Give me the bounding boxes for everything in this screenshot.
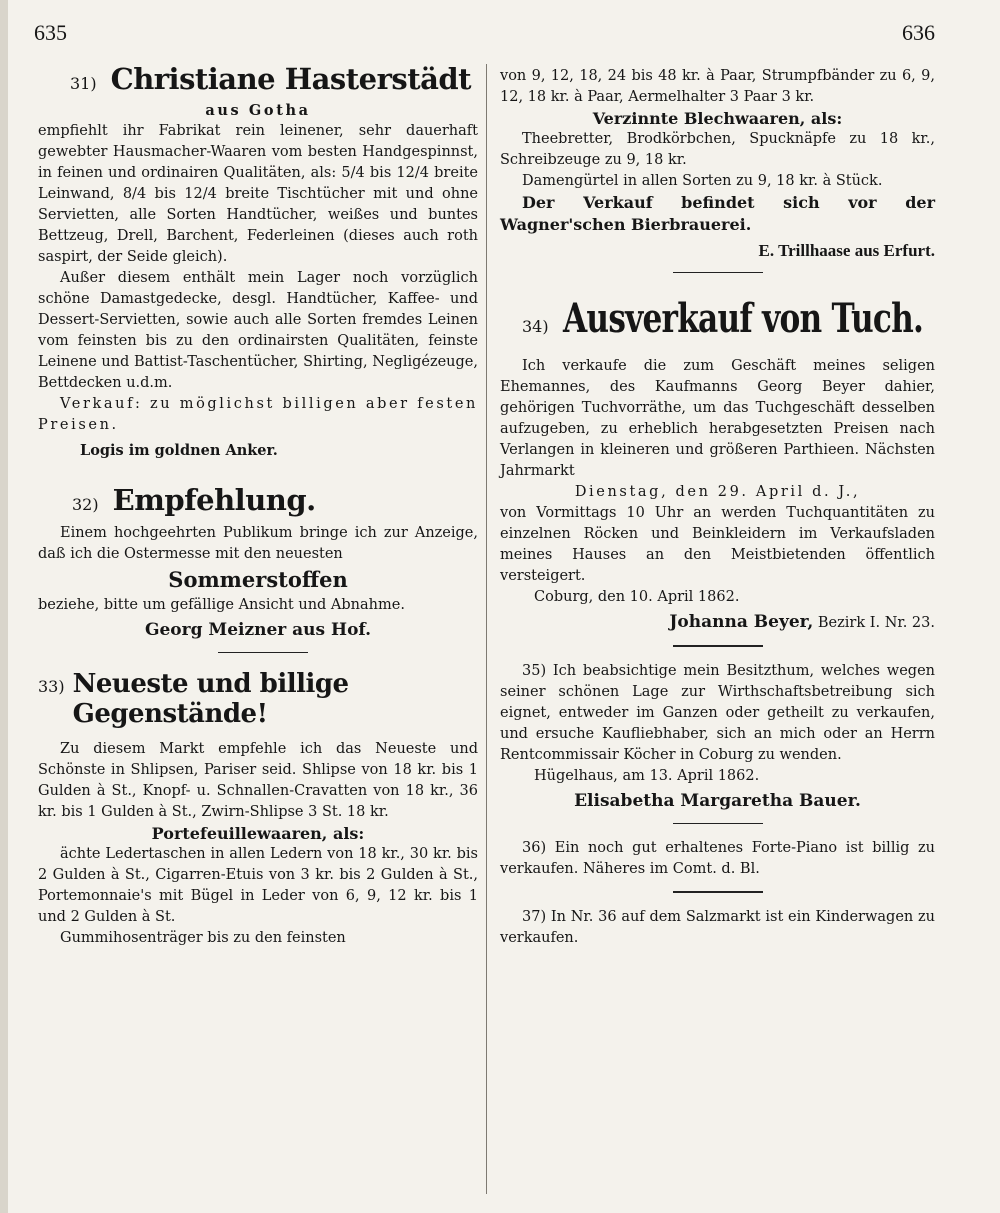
ad-signature: E. Trillhaase aus Erfurt. — [758, 241, 935, 260]
page-edge — [0, 0, 8, 1213]
advertiser-name: Christiane Hasterstädt — [110, 62, 472, 96]
ad-paragraph: Zu diesem Markt empfehle ich das Neueste und Schönste in Shlipsen, Pariser seid. Shlipse von 18 kr. bis 1 Gulden à St., Knopf- u. Schnallen-Cravatten von 18 kr., 36 kr. bis 1 Gulden à St., Zwirn-Shlipse 3 St. 18 kr. — [38, 741, 478, 821]
ad-31 — [38, 62, 478, 461]
ad-32 — [38, 483, 478, 641]
ad-district: Bezirk I. Nr. 23. — [817, 615, 935, 632]
ad-place-date: Hügelhaus, am 13. April 1862. — [534, 767, 760, 784]
right-column — [500, 62, 935, 949]
ad-paragraph: Ich verkaufe die zum Geschäft meines seligen Ehemannes, des Kaufmanns Georg Beyer dahier, gehörigen Tuchvorräthe, um das Tuchgeschäft desselben aufzugeben, zu erheblich herabgesetzten Preisen nach Verlangen in kleineren und größeren Parthieen. Nächsten Jahrmarkt — [500, 358, 935, 480]
separator-rule — [673, 272, 763, 273]
ad-33-continued — [500, 66, 935, 261]
ad-location: Der Verkauf befindet sich vor der Wagner'schen Bierbrauerei. — [500, 193, 935, 234]
ad-paragraph: empfiehlt ihr Fabrikat rein leinener, sehr dauerhaft gewebter Hausmacher-Waaren vom besten Handgespinnst, in feinen und ordinairen Qualitäten, als: 5/4 bis 12/4 breite Leinwand, 8/4 bis 12/4 breite Tischtücher mit und ohne Servietten, alle Sorten Handtücher, weißes und buntes Bettzeug, Drell, Barchent, Federleinen (dieses auch roth saspirt, der Seide gleich). — [38, 123, 478, 265]
ad-paragraph: von Vormittags 10 Uhr an werden Tuchquantitäten zu einzelnen Röcken und Beinkleidern im Verkaufsladen meines Hauses an den Meistbietenden öffentlich versteigert. — [500, 505, 935, 585]
ad-paragraph: Außer diesem enthält mein Lager noch vorzüglich schöne Damastgedecke, desgl. Handtücher, Kaffee- und Dessert-Servietten, sowie auch alle Sorten fremdes Leinen vom feinsten bis zu den ordinairsten Qualitäten, feinste Leinene und Battist-Taschentücher, Shirting, Negligézeuge, Bettdecken u.d.m. — [38, 270, 478, 391]
ad-paragraph: ächte Ledertaschen in allen Ledern von 18 kr., 30 kr. bis 2 Gulden à St., Cigarren-Etuis von 3 kr. bis 2 Gulden à St., Portemonnaie's mit Bügel in Leder von 6, 9, 12 kr. bis 1 und 2 Gulden à St. — [38, 846, 478, 926]
ad-signature: Georg Meizner aus Hof. — [144, 620, 372, 640]
ad-35 — [500, 661, 935, 812]
ad-number: 32) — [72, 495, 99, 514]
ad-signature: Elisabetha Margaretha Bauer. — [574, 790, 861, 811]
advertiser-origin: aus Gotha — [205, 102, 311, 119]
page-number-left: 635 — [34, 20, 67, 45]
ad-paragraph: beziehe, bitte um gefällige Ansicht und Abnahme. — [38, 597, 405, 613]
ad-number: 34) — [522, 317, 549, 337]
separator-rule — [673, 891, 763, 892]
ad-title: Ausverkauf von Tuch. — [562, 295, 923, 343]
ad-title: Neueste und billige Gegenstände! — [72, 669, 349, 730]
ad-paragraph: Verkauf: zu möglichst billigen aber festen Preisen. — [38, 396, 478, 433]
ad-subheading: Verzinnte Blechwaaren, als: — [592, 109, 843, 128]
ad-paragraph: Gummihosenträger bis zu den feinsten — [60, 930, 346, 947]
ad-highlight: Sommerstoffen — [168, 567, 348, 592]
ad-number: 33) — [38, 677, 65, 697]
ad-34 — [500, 295, 935, 634]
ad-date: Dienstag, den 29. April d. J., — [574, 484, 861, 501]
ad-paragraph: Theebretter, Brodkörbchen, Spucknäpfe zu 18 kr., Schreibzeuge zu 9, 18 kr. — [500, 131, 935, 168]
separator-rule — [673, 645, 763, 646]
separator-rule — [673, 823, 763, 824]
ad-36 — [500, 838, 935, 880]
ad-number: 31) — [70, 74, 97, 93]
ad-paragraph: Damengürtel in allen Sorten zu 9, 18 kr. à Stück. — [522, 173, 883, 189]
ad-lodging: Logis im goldnen Anker. — [80, 442, 278, 459]
separator-rule — [218, 652, 308, 653]
ad-37 — [500, 907, 935, 949]
ad-place-date: Coburg, den 10. April 1862. — [534, 589, 740, 606]
ad-paragraph: 35) Ich beabsichtige mein Besitzthum, welches wegen seiner schönen Lage zur Wirthschaftsbetreibung sich eignet, entweder im Ganzen oder getheilt zu verkaufen, und ersuche Kaufliebhaber, sich an mich oder an Herrn Rentcommissair Köcher in Coburg zu wenden. — [500, 662, 935, 763]
page-number-right: 636 — [902, 20, 935, 45]
ad-paragraph: 37) In Nr. 36 auf dem Salzmarkt ist ein Kinderwagen zu verkaufen. — [500, 908, 935, 946]
ad-33 — [38, 669, 478, 949]
ad-paragraph: von 9, 12, 18, 24 bis 48 kr. à Paar, Strumpfbänder zu 6, 9, 12, 18 kr. à Paar, Aermelhalter 3 Paar 3 kr. — [500, 68, 935, 105]
ad-paragraph: 36) Ein noch gut erhaltenes Forte-Piano ist billig zu verkaufen. Näheres im Comt. d. Bl. — [500, 840, 935, 878]
ad-title: Empfehlung. — [112, 483, 316, 517]
column-divider — [486, 64, 487, 1194]
ad-paragraph: Einem hochgeehrten Publikum bringe ich zur Anzeige, daß ich die Ostermesse mit den neuesten — [38, 525, 478, 562]
left-column — [38, 62, 478, 949]
ad-signature: Johanna Beyer, — [669, 612, 814, 633]
ad-subheading: Portefeuillewaaren, als: — [151, 824, 365, 844]
